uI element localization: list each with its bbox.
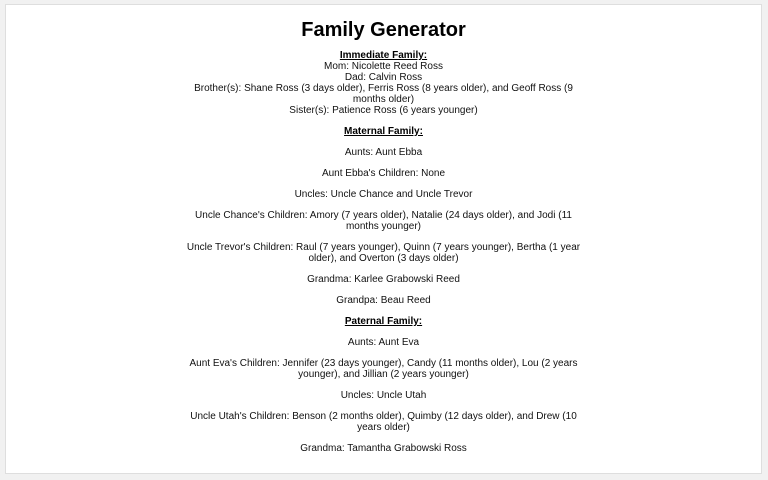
paternal-uncles-line: Uncles: Uncle Utah [340,390,427,401]
uncle-chance-children-line: Uncle Chance's Children: Amory (7 years older), Natalie (24 days older), and Jodi (11 months younger) [195,210,572,232]
page-title: Family Generator [301,19,466,41]
sisters-line: Sister(s): Patience Ross (6 years younger) [289,105,478,116]
paternal-family-section [184,316,584,454]
maternal-family-section [184,126,584,306]
aunt-ebba-children-line: Aunt Ebba's Children: None [321,168,446,179]
immediate-family-heading: Immediate Family: [339,50,428,61]
page-panel [5,4,762,474]
maternal-family-heading: Maternal Family: [344,126,423,137]
immediate-family-section [184,50,584,116]
uncle-trevor-children-line: Uncle Trevor's Children: Raul (7 years younger), Quinn (7 years younger), Bertha (1 year older), and Overton (3 days older) [186,242,581,264]
uncle-utah-children-line: Uncle Utah's Children: Benson (2 months older), Quimby (12 days older), and Drew (10 years older) [190,411,577,433]
brothers-line: Brother(s): Shane Ross (3 days older), Ferris Ross (8 years older), and Geoff Ross (9 months older) [194,83,573,105]
paternal-family-heading: Paternal Family: [344,316,423,327]
mom-line: Mom: Nicolette Reed Ross [324,61,443,72]
maternal-grandpa-line: Grandpa: Beau Reed [336,295,431,306]
family-content [184,18,584,454]
paternal-grandma-line: Grandma: Tamantha Grabowski Ross [300,443,467,454]
dad-line: Dad: Calvin Ross [344,72,423,83]
maternal-grandma-line: Grandma: Karlee Grabowski Reed [307,274,460,285]
maternal-aunts-line: Aunts: Aunt Ebba [344,147,423,158]
maternal-uncles-line: Uncles: Uncle Chance and Uncle Trevor [294,189,473,200]
paternal-aunts-line: Aunts: Aunt Eva [347,337,420,348]
aunt-eva-children-line: Aunt Eva's Children: Jennifer (23 days younger), Candy (11 months older), Lou (2 years younger), and Jillian (2 years younger) [189,358,578,380]
